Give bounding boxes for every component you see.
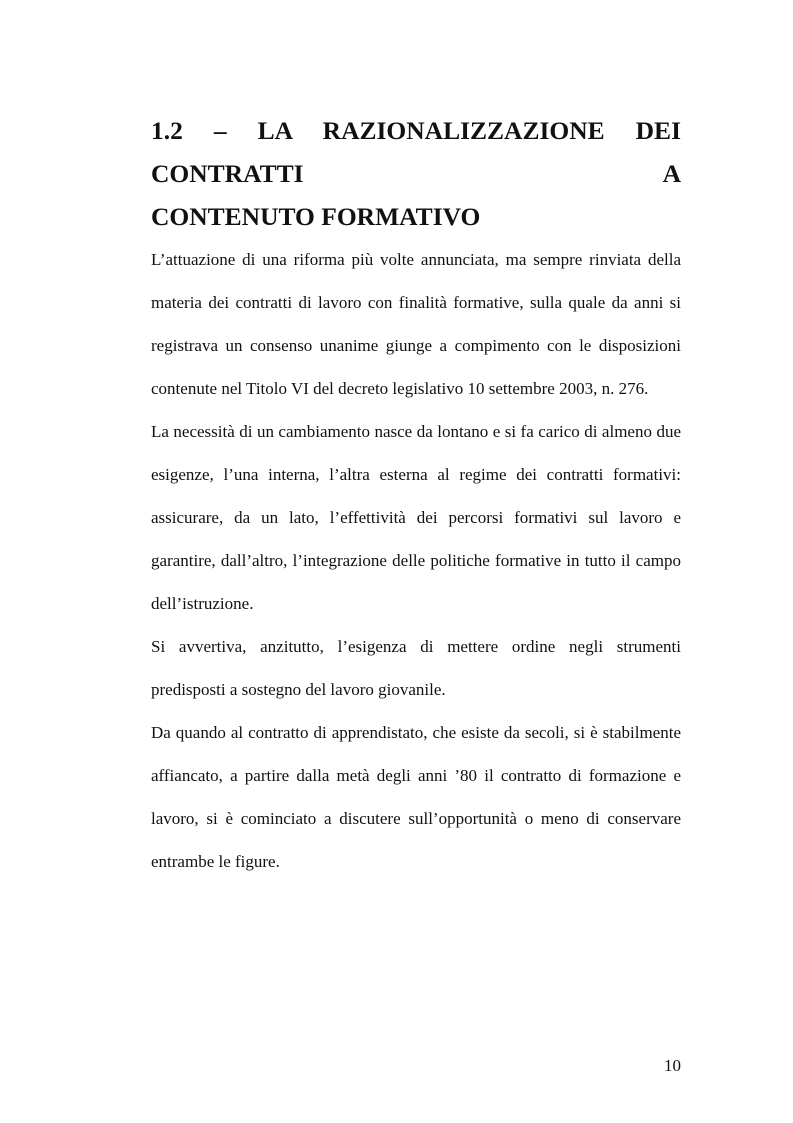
section-heading [151, 109, 681, 238]
paragraph-2: La necessità di un cambiamento nasce da lontano e si fa carico di almeno due esigenze, l’una interna, l’altra esterna al regime dei contratti formativi: assicurare, da un lato, l’effettività dei percorsi formativi sul lavoro e garantire, dall’altro, l’integrazione delle politiche formative in tutto il campo dell’istruzione. [151, 422, 681, 613]
paragraph-4: Da quando al contratto di apprendistato, che esiste da secoli, si è stabilmente affiancato, a partire dalla metà degli anni ’80 il contratto di formazione e lavoro, si è cominciato a discutere sull’opportunità o meno di conservare entrambe le figure. [151, 723, 681, 871]
paragraph-1: L’attuazione di una riforma più volte annunciata, ma sempre rinviata della materia dei contratti di lavoro con finalità formative, sulla quale da anni si registrava un consenso unanime giunge a compimento con le disposizioni contenute nel Titolo VI del decreto legislativo 10 settembre 2003, n. 276. [151, 250, 681, 398]
section-heading-line-1: 1.2 – LA RAZIONALIZZAZIONE DEI CONTRATTI A [151, 116, 681, 188]
paragraph-3: Si avvertiva, anzitutto, l’esigenza di mettere ordine negli strumenti predisposti a sostegno del lavoro giovanile. [151, 637, 681, 699]
page-number: 10 [664, 1056, 681, 1075]
section-heading-line-2: CONTENUTO FORMATIVO [151, 202, 481, 231]
document-body [151, 109, 681, 883]
